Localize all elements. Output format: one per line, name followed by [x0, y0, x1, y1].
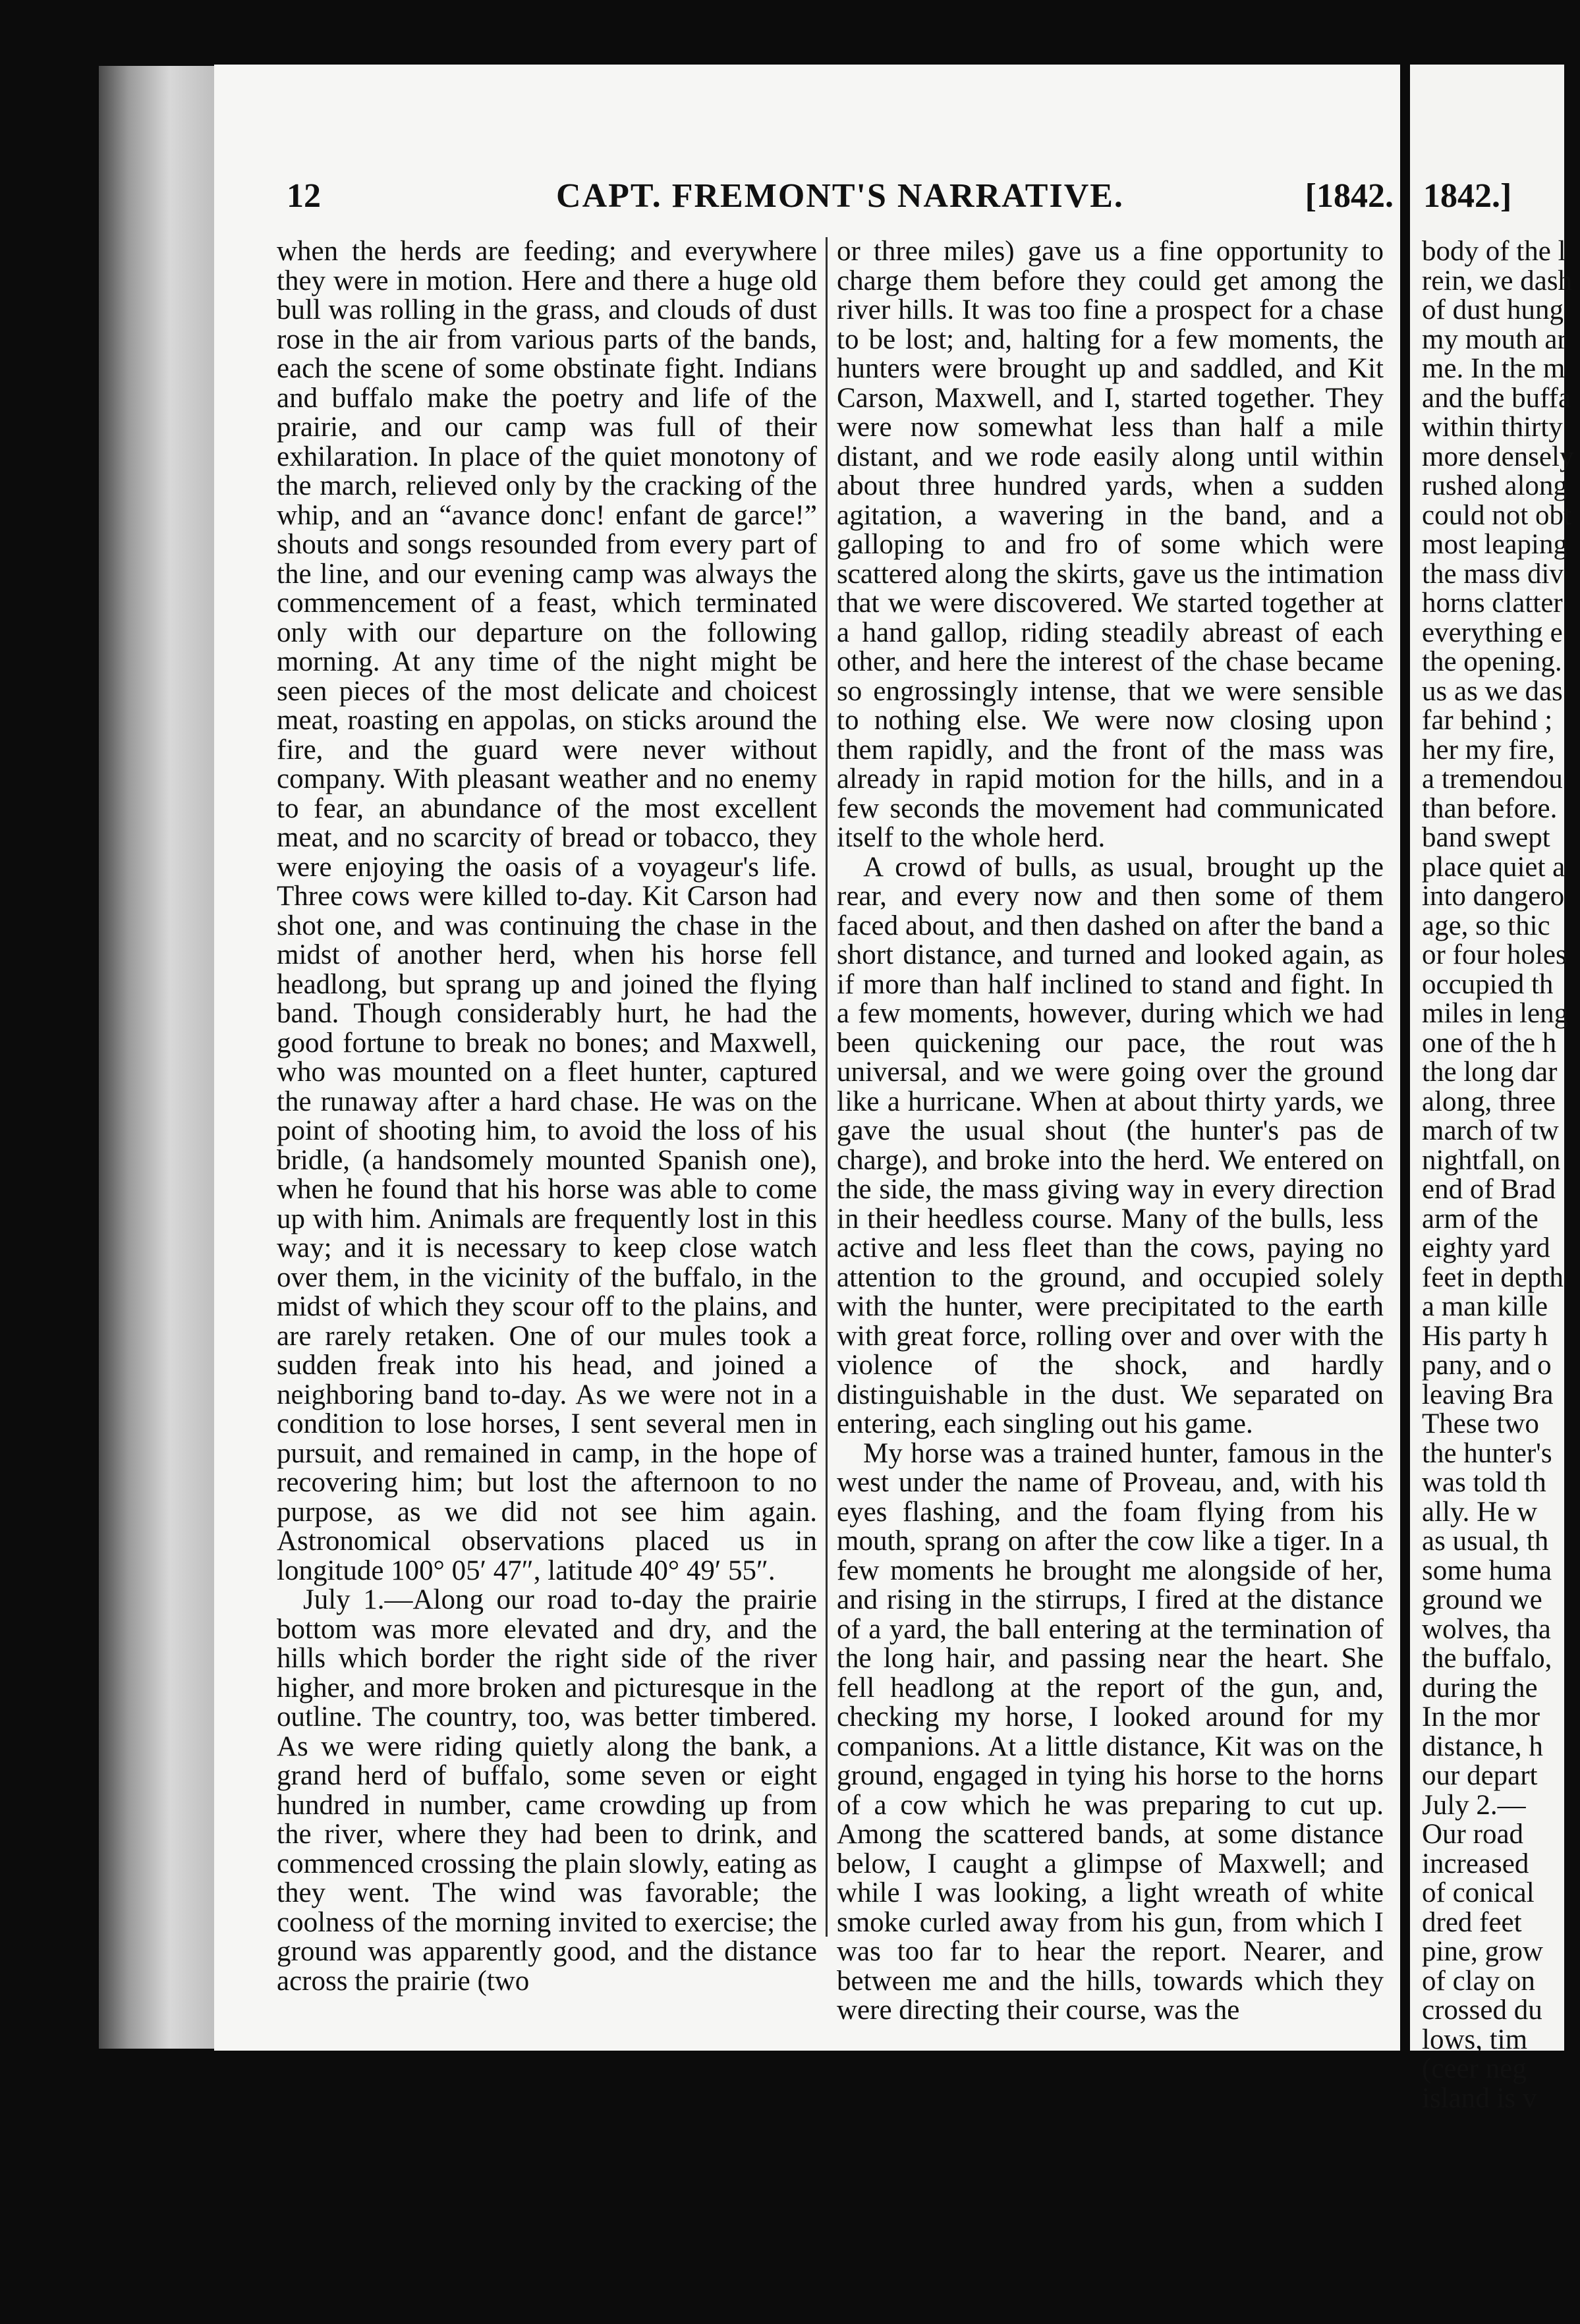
text-line: my mouth ar	[1422, 323, 1567, 355]
text-line: everything e	[1422, 617, 1563, 648]
text-line: the mass div	[1422, 558, 1564, 590]
text-line: crossed du	[1422, 1995, 1542, 2026]
text-line: rushed along	[1422, 470, 1567, 501]
text-line: Our road	[1422, 1819, 1524, 1850]
book-spine	[99, 66, 217, 2049]
text-line: leaving Bra	[1422, 1379, 1554, 1410]
text-line: wolves, tha	[1422, 1613, 1551, 1645]
text-line: during the	[1422, 1672, 1538, 1703]
text-line: march of tw	[1422, 1115, 1559, 1146]
text-line: our depart	[1422, 1760, 1538, 1791]
left-column	[277, 236, 817, 1997]
text-line: place quiet a	[1422, 851, 1566, 883]
text-line: age, so thic	[1422, 910, 1550, 941]
text-line: island is v	[1422, 2082, 1537, 2114]
text-line: His party h	[1422, 1320, 1548, 1352]
text-line: end of Brad	[1422, 1174, 1556, 1205]
text-line: the buffalo,	[1422, 1643, 1552, 1674]
text-line: as usual, th	[1422, 1526, 1549, 1557]
text-line: In the mor	[1422, 1702, 1540, 1732]
paragraph: My horse was a trained hunter, famous in the west under the name of Proveau, and, with his eyes flashing, and the foam flying from his mouth, sprang on after the cow like a tiger. In a few moments he brought me alongside of her, and rising in the stirrups, I fired at the distance of a yard, the ball entering at the termination of the long hair, and passing near the heart. She fell headlong at the report of the gun, and, checking my horse, I looked around for my companions. At a little distance, Kit was on the ground, engaged in tying his horse to the horns of a cow which he was preparing to cut up. Among the scattered bands, at some distance below, I caught a glimpse of Maxwell; and while I was looking, a light wreath of white smoke curled away from his gun, from which I was too far to hear the report. Nearer, and between me and the hills, towards which they were directing their course, was the	[837, 1437, 1384, 2026]
text-line: her my fire,	[1422, 734, 1555, 765]
text-line: one of the h	[1422, 1027, 1557, 1059]
right-page-fragment	[1410, 65, 1574, 2114]
text-line: rein, we dash	[1422, 265, 1573, 296]
right-page-header: 1842.]	[1423, 177, 1512, 215]
left-page	[214, 65, 1400, 2051]
text-line: some huma	[1422, 1555, 1552, 1586]
text-line: within thirty	[1422, 412, 1563, 443]
right-column	[837, 236, 1384, 2026]
text-line: (ceer neg	[1422, 2053, 1527, 2084]
text-line: me. In the m	[1422, 353, 1566, 384]
text-line: miles in leng	[1422, 998, 1569, 1029]
text-line: increased	[1422, 1848, 1529, 1879]
text-line: of clay on	[1422, 1965, 1535, 1997]
text-line: July 2.—	[1422, 1789, 1526, 1821]
text-line: dred feet	[1422, 1906, 1522, 1938]
text-line: a tremendou	[1422, 763, 1563, 794]
text-line: or four holes	[1422, 939, 1567, 970]
text-line: body of the l	[1422, 236, 1566, 267]
text-line: along, three	[1422, 1086, 1556, 1117]
text-line: a man kille	[1422, 1291, 1548, 1322]
paragraph: A crowd of bulls, as usual, brought up the rear, and every now and then some of them faced about, and then dashed on after the band a short distance, and turned and looked again, as if more than half inclined to stand and fight. In a few moments, however, during which we had been quickening our pace, the rout was universal, and we were going over the ground like a hurricane. When at about thirty yards, we gave the usual shout (the hunter's pas de charge), and broke into the herd. We entered on the side, the mass giving way in every direction in their heedless course. Many of the bulls, less active and less fleet than the cows, paying no attention to the ground, and occupied solely with the hunter, were precipitated to the earth with great force, rolling over and over with the violence of the shock, and hardly distinguishable in the dust. We separated on entering, each singling out his game.	[837, 851, 1384, 1439]
text-line: the hunter's	[1422, 1437, 1552, 1469]
page-year: [1842.	[1305, 177, 1394, 215]
text-line: ground we	[1422, 1584, 1542, 1615]
text-line: horns clatter	[1422, 588, 1563, 619]
column-divider	[826, 237, 828, 1937]
text-line: arm of the	[1422, 1203, 1538, 1234]
text-line: us as we das	[1422, 675, 1563, 707]
paragraph: July 1.—Along our road to-day the prairie bottom was more elevated and dry, and the hills which border the right side of the river higher, and more broken and picturesque in the outline. The country, too, was better timbered. As we were riding quietly along the bank, a grand herd of buffalo, some seven or eight hundred in number, came crowding up from the river, where they had been to drink, and commenced crossing the plain slowly, eating as they went. The wind was favorable; the coolness of the morning invited to exercise; the ground was apparently good, and the distance across the prairie (two	[277, 1584, 817, 1997]
text-line: was told th	[1422, 1467, 1546, 1498]
text-line: distance, h	[1422, 1730, 1543, 1762]
text-line: the opening.	[1422, 646, 1562, 677]
text-line: far behind ;	[1422, 705, 1553, 736]
text-line: ally. He w	[1422, 1496, 1538, 1528]
text-line: pine, grow	[1422, 1936, 1543, 1967]
text-line: than before.	[1422, 792, 1558, 824]
paragraph: or three miles) gave us a fine opportunity to charge them before they could get among the river hills. It was too fine a prospect for a chase to be lost; and, halting for a few moments, the hunters were brought up and saddled, and Kit Carson, Maxwell, and I, started together. They were now somewhat less than half a mile distant, and we rode easily along until within about three hundred yards, when a sudden agitation, a wavering in the band, and a galloping to and fro of some which were scattered along the skirts, gave us the intimation that we were discovered. We started together at a hand gallop, riding steadily abreast of each other, and here the interest of the chase became so engrossingly intense, that we were sensible to nothing else. We were now closing upon them rapidly, and the front of the mass was already in rapid motion for the hills, and in a few seconds the movement had communicated itself to the whole herd.	[837, 236, 1384, 853]
text-line: eighty yard	[1422, 1232, 1550, 1263]
text-line: feet in depth	[1422, 1261, 1564, 1293]
text-line: lows, tim	[1422, 2024, 1528, 2055]
running-title: CAPT. FREMONT'S NARRATIVE.	[556, 177, 1124, 215]
text-line: most leaping	[1422, 529, 1567, 560]
text-line: pany, and o	[1422, 1350, 1552, 1381]
text-line: and the buffa	[1422, 382, 1571, 414]
text-line: into dangero	[1422, 881, 1565, 912]
page-header	[287, 177, 1394, 229]
right-page-text	[1422, 237, 1580, 2113]
text-line: of dust hung	[1422, 294, 1564, 325]
page-number: 12	[287, 177, 321, 215]
text-line: the long dar	[1422, 1057, 1558, 1088]
paragraph: when the herds are feeding; and everywhere they were in motion. Here and there a huge old bull was rolling in the grass, and clouds of dust rose in the air from various parts of the bands, each the scene of some obstinate fight. Indians and buffalo make the poetry and life of the prairie, and our camp was full of their exhilaration. In place of the quiet monotony of the march, relieved only by the cracking of the whip, and an “avance donc! enfant de garce!” shouts and songs resounded from every part of the line, and our evening camp was always the commencement of a feast, which terminated only with our departure on the following morning. At any time of the night might be seen pieces of the most delicate and choicest meat, roasting en appolas, on sticks around the fire, and the guard were never without company. With pleasant weather and no enemy to fear, an abundance of the most excellent meat, and no scarcity of bread or tobacco, they were enjoying the oasis of a voyageur's life. Three cows were killed to-day. Kit Carson had shot one, and was continuing the chase in the midst of another herd, when his horse fell headlong, but sprang up and joined the flying band. Though considerably hurt, he had the good fortune to break no bones; and Maxwell, who was mounted on a fleet hunter, captured the runaway after a hard chase. He was on the point of shooting him, to avoid the loss of his bridle, (a handsomely mounted Spanish one), when he found that his horse was able to come up with him. Animals are frequently lost in this way; and it is necessary to keep close watch over them, in the vicinity of the buffalo, in the midst of which they scour off to the plains, and are rarely retaken. One of our mules took a sudden freak into his head, and joined a neighboring band to-day. As we were not in a condition to lose horses, I sent several men in pursuit, and remained in camp, in the hope of recovering him; but lost the afternoon to no purpose, as we did not see him again. Astronomical observations placed us in longitude 100° 05′ 47″, latitude 40° 49′ 55″.	[277, 236, 817, 1586]
text-line: band swept	[1422, 822, 1550, 853]
text-line: could not obt	[1422, 499, 1571, 531]
text-line: These two	[1422, 1408, 1539, 1439]
text-line: nightfall, on	[1422, 1144, 1561, 1176]
text-line: occupied th	[1422, 968, 1554, 1000]
text-line: of conical	[1422, 1877, 1535, 1908]
text-line: more densely	[1422, 441, 1574, 472]
